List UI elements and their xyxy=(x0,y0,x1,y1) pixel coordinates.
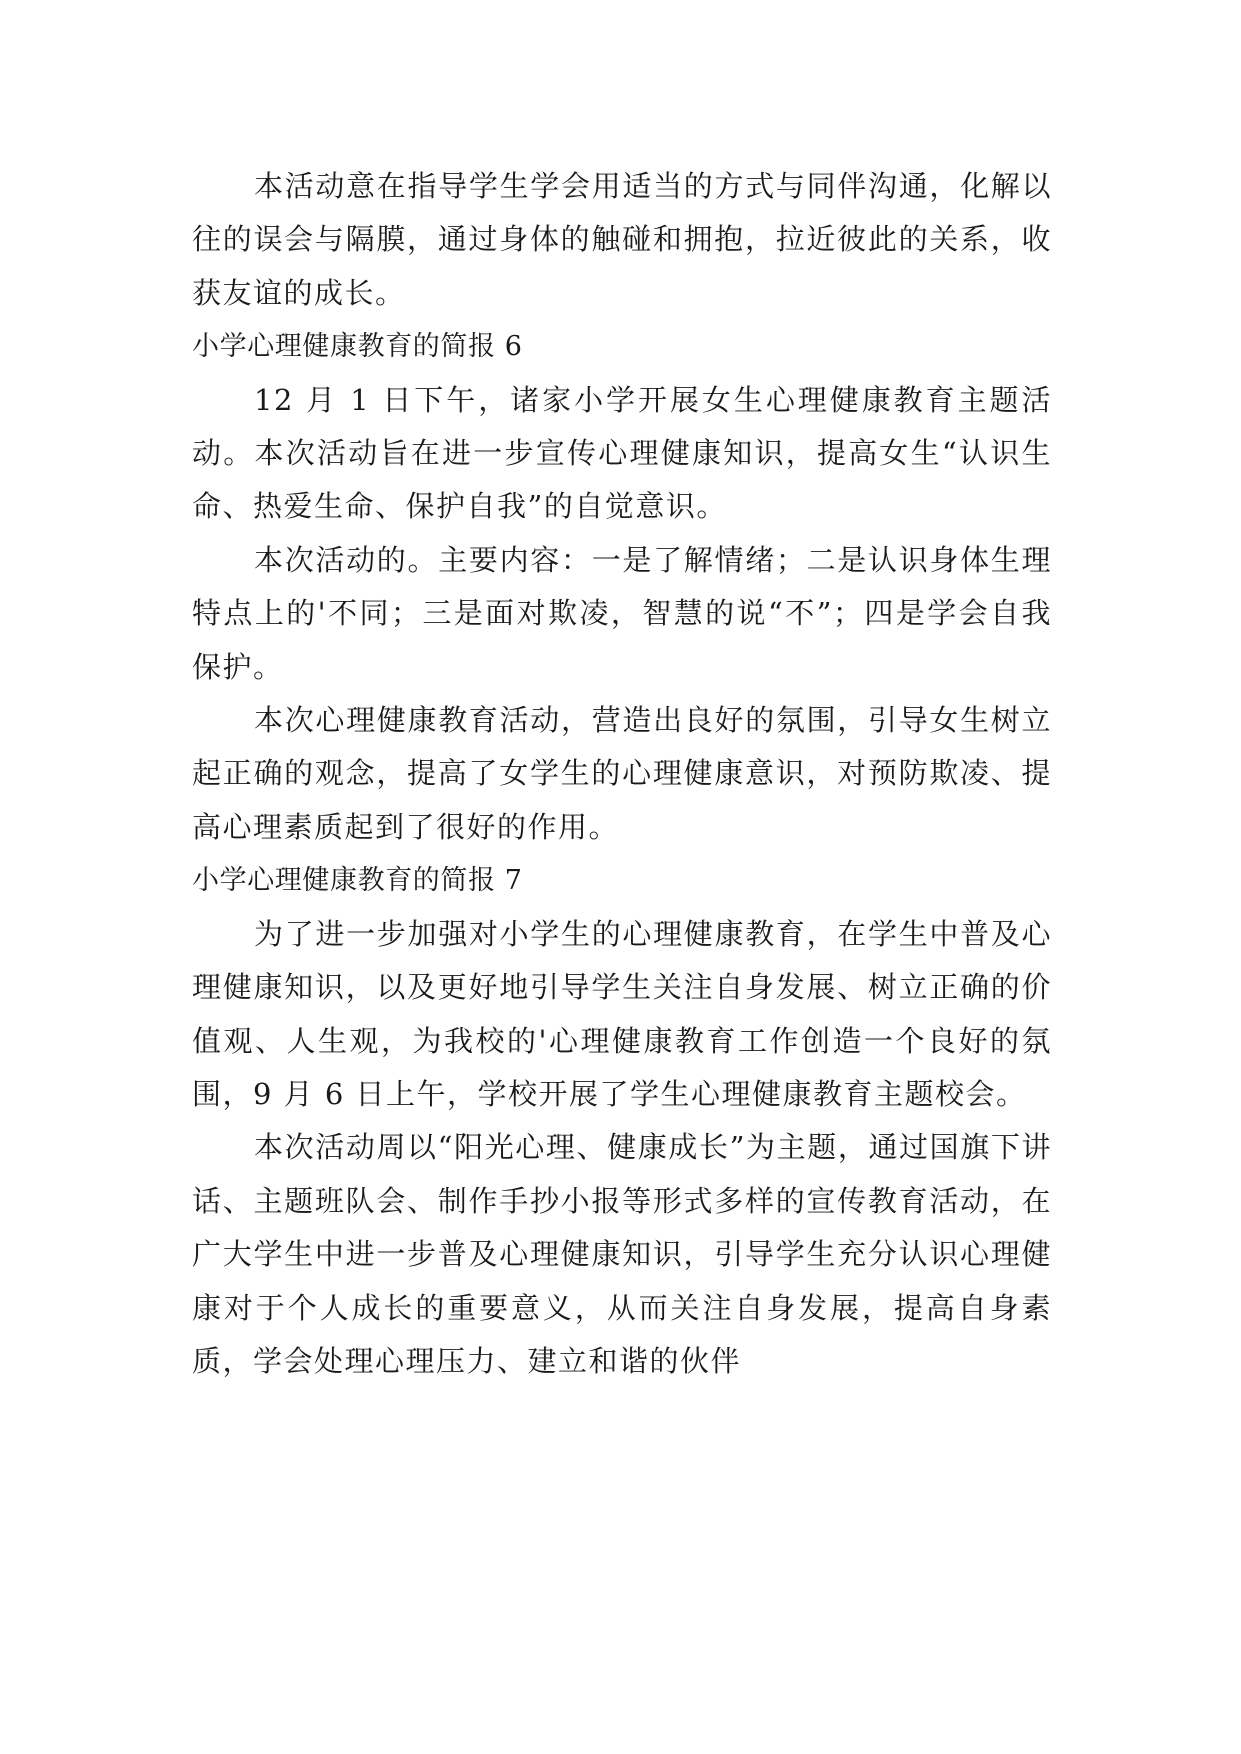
paragraph-7-activity-week: 本次活动周以“阳光心理、健康成长”为主题，通过国旗下讲话、主题班队会、制作手抄小报等形式多样的宣传教育活动，在广大学生中进一步普及心理健康知识，引导学生充分认识心理健康对于个人成长的重要意义，从而关注自身发展，提高自身素质，学会处理心理压力、建立和谐的伙伴 xyxy=(192,1130,1052,1378)
paragraph-6-summary: 本次心理健康教育活动，营造出良好的氛围，引导女生树立起正确的观念，提高了女学生的心理健康意识，对预防欺凌、提高心理素质起到了很好的作用。 xyxy=(192,703,1052,844)
document-page xyxy=(192,160,1052,1388)
paragraph-6-content: 本次活动的。主要内容：一是了解情绪；二是认识身体生理特点上的'不同；三是面对欺凌，智慧的说“不”；四是学会自我保护。 xyxy=(192,542,1052,684)
section-heading-6: 小学心理健康教育的简报 6 xyxy=(192,331,523,363)
paragraph-6-intro: 12 月 1 日下午，诸家小学开展女生心理健康教育主题活动。本次活动旨在进一步宣传心理健康知识，提高女生“认识生命、热爱生命、保护自我”的自觉意识。 xyxy=(192,382,1052,524)
paragraph-activity-intent: 本活动意在指导学生学会用适当的方式与同伴沟通，化解以往的误会与隔膜，通过身体的触碰和拥抱，拉近彼此的关系，收获友谊的成长。 xyxy=(192,169,1052,310)
section-heading-7: 小学心理健康教育的简报 7 xyxy=(192,865,523,897)
paragraph-7-intro: 为了进一步加强对小学生的心理健康教育，在学生中普及心理健康知识，以及更好地引导学生关注自身发展、树立正确的价值观、人生观，为我校的'心理健康教育工作创造一个良好的氛围，9 月 6 日上午，学校开展了学生心理健康教育主题校会。 xyxy=(192,916,1052,1111)
